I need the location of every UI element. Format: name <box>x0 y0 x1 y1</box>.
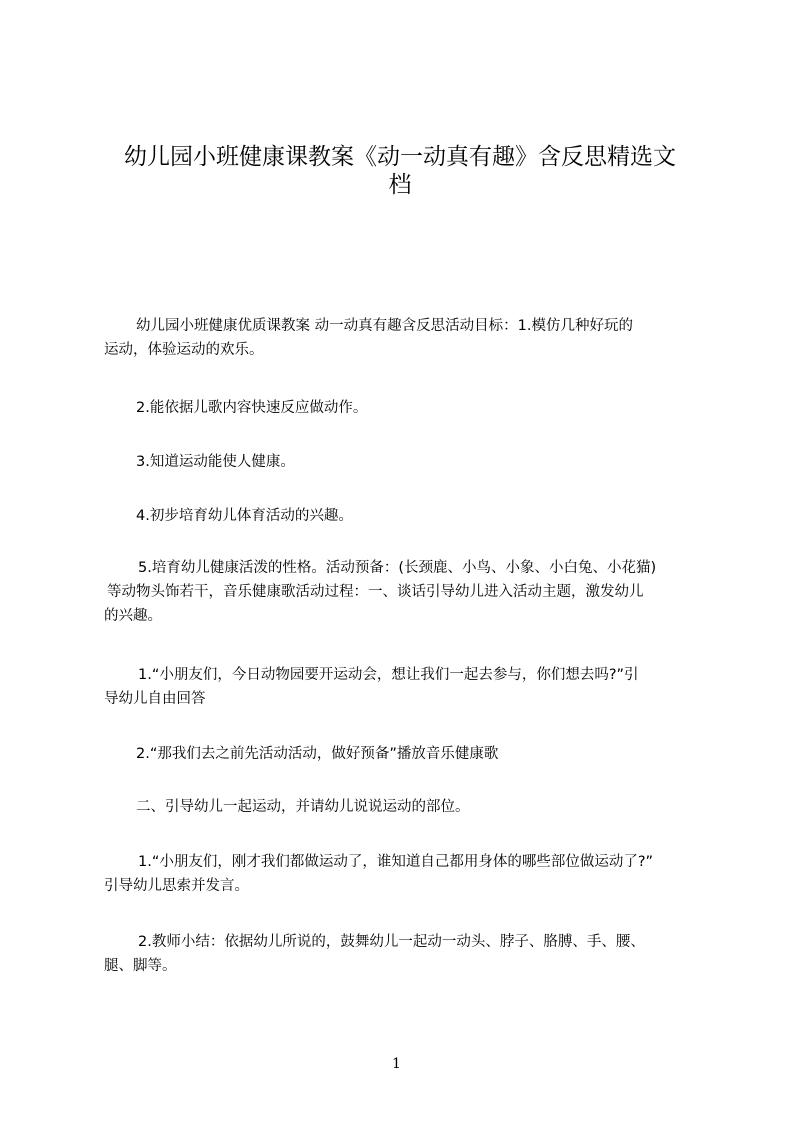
paragraph-objective-2 <box>104 396 714 420</box>
paragraph-section-2-item-2 <box>104 930 714 978</box>
paragraph-line: 1.“小朋友们，今日动物园要开运动会，想让我们一起去参与，你们想去吗?”引 <box>138 667 639 683</box>
paragraph-line: 2.教师小结：依据幼儿所说的，鼓舞幼儿一起动一动头、脖子、胳膊、手、腰、 <box>138 934 645 950</box>
paragraph-line: 运动，体验运动的欢乐。 <box>104 342 264 358</box>
paragraph-line: 1.“小朋友们，刚才我们都做运动了，谁知道自己都用身体的哪些部位做运动了?” <box>138 854 654 870</box>
paragraph-line: 的兴趣。 <box>104 608 162 624</box>
paragraph-line: 幼儿园小班健康优质课教案 动一动真有趣含反思活动目标：1.模仿几种好玩的 <box>136 318 633 334</box>
title-line-2: 档 <box>388 172 412 198</box>
paragraph-line: 4.初步培育幼儿体育活动的兴趣。 <box>136 508 353 524</box>
paragraph-objective-3 <box>104 450 714 474</box>
paragraph-line: 5.培育幼儿健康活泼的性格。活动预备：(长颈鹿、小鸟、小象、小白兔、小花猫) <box>138 560 657 576</box>
paragraph-line: 引导幼儿思索并发言。 <box>104 878 249 894</box>
page-number: 1 <box>392 1056 401 1072</box>
paragraph-line: 二、引导幼儿一起运动，并请幼儿说说运动的部位。 <box>136 799 470 815</box>
paragraph-line: 腿、脚等。 <box>104 958 177 974</box>
paragraph-objective-1 <box>104 314 714 362</box>
paragraph-section-2 <box>104 795 714 819</box>
paragraph-process-1 <box>104 663 714 711</box>
title-line-1: 幼儿园小班健康课教案《动一动真有趣》含反思精选文 <box>124 144 676 170</box>
paragraph-process-2 <box>104 742 714 766</box>
paragraph-line: 2.能依据儿歌内容快速反应做动作。 <box>136 400 368 416</box>
document-title <box>100 143 700 199</box>
paragraph-section-2-item-1 <box>104 850 714 898</box>
paragraph-line: 等动物头饰若干，音乐健康歌活动过程：一、谈话引导幼儿进入活动主题，激发幼儿 <box>107 584 644 600</box>
paragraph-line: 导幼儿自由回答 <box>104 691 206 707</box>
paragraph-objective-5 <box>104 556 714 628</box>
paragraph-objective-4 <box>104 504 714 528</box>
paragraph-line: 3.知道运动能使人健康。 <box>136 454 295 470</box>
paragraph-line: 2.“那我们去之前先活动活动，做好预备”播放音乐健康歌 <box>136 746 499 762</box>
